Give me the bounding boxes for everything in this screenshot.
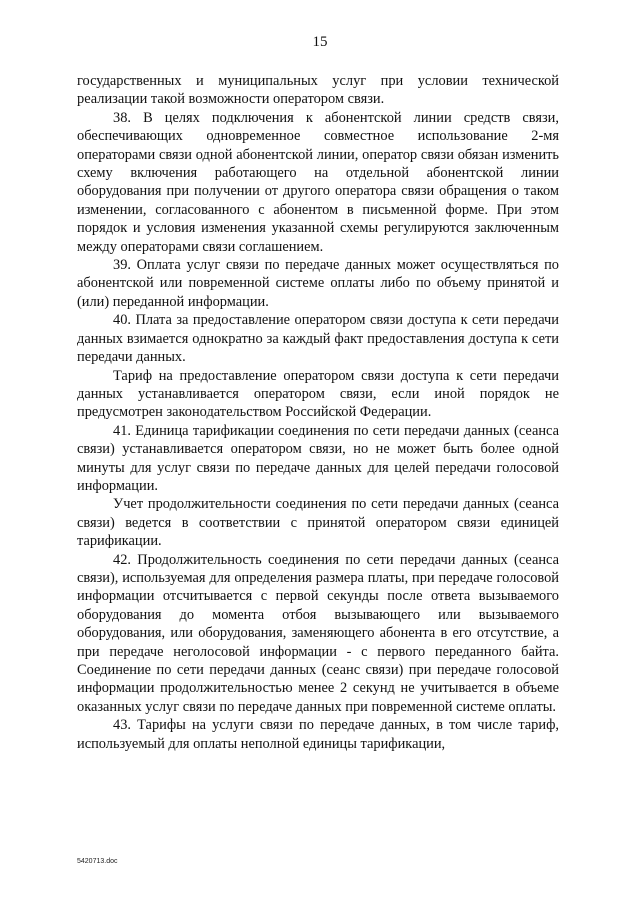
paragraph-42: 42. Продолжительность соединения по сети передачи данных (сеанса связи), используемая для определения размера платы, при передаче голосовой информации отсчитывается с первой секунды после ответа вызываемого оборудования до момента отбоя вызывающего или вызываемого оборудования, или оборудования, заменяющего абонента в его отсутствие, а при передаче неголосовой информации - с первого переданного байта. Соединение по сети передачи данных (сеанс связи) при передаче голосовой информации продолжительностью менее 2 секунд не учитывается в объеме оказанных услуг связи по передаче данных при повременной системе оплаты. [77, 551, 559, 715]
footer-filename: 5420713.doc [77, 858, 118, 865]
paragraph-38: 38. В целях подключения к абонентской линии средств связи, обеспечивающих одновременное совместное использование 2-мя операторами связи одной абонентской линии, оператор связи обязан изменить схему включения работающего на отдельной абонентской линии оборудования при получении от другого оператора связи обращения о таком изменении, согласованного с абонентом в письменной форме. При этом порядок и условия изменения указанной схемы регулируются заключенным между операторами связи соглашением. [77, 109, 559, 255]
paragraph-continuation: государственных и муниципальных услуг при условии технической реализации такой возможности оператором связи. [77, 73, 559, 108]
paragraph-41-accounting: Учет продолжительности соединения по сети передачи данных (сеанса связи) ведется в соответствии с принятой оператором связи единицей тарификации. [77, 496, 559, 550]
paragraph-40-tariff: Тариф на предоставление оператором связи доступа к сети передачи данных устанавливается оператором связи, если иной порядок не предусмотрен законодательством Российской Федерации. [77, 367, 559, 421]
page-number: 15 [312, 34, 328, 50]
paragraph-41: 41. Единица тарификации соединения по сети передачи данных (сеанса связи) устанавливается оператором связи, но не может быть более одной минуты для услуг связи по передаче данных для целей передачи голосовой информации. [77, 422, 559, 494]
paragraph-40: 40. Плата за предоставление оператором связи доступа к сети передачи данных взимается однократно за каждый факт предоставления доступа к сети передачи данных. [77, 312, 559, 366]
document-body [77, 72, 559, 753]
paragraph-43: 43. Тарифы на услуги связи по передаче данных, в том числе тариф, используемый для оплаты неполной единицы тарификации, [77, 717, 559, 752]
paragraph-39: 39. Оплата услуг связи по передаче данных может осуществляться по абонентской или повременной системе оплаты либо по объему принятой и (или) переданной информации. [77, 257, 559, 310]
